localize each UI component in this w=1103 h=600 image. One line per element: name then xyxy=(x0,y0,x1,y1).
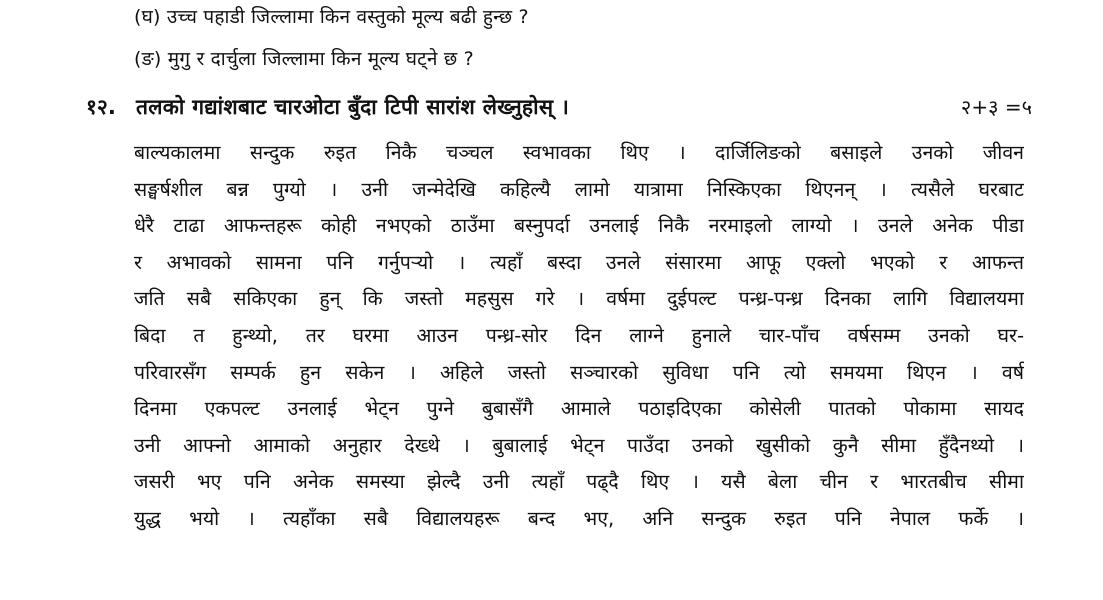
passage-line: उनी आफ्नो आमाको अनुहार देख्थे । बुबालाई भेट्न पाउँदा उनको खुसीको कुनै सीमा हुँदैनथ्यो । xyxy=(134,433,1024,457)
passage-line: सङ्घर्षशील बन्न पुग्यो । उनी जन्मेदेखि कहिल्यै लामो यात्रामा निस्किएका थिएनन् । त्यसैले घरबाट xyxy=(134,177,1024,201)
sub-question-nga: (ङ) मुगु र दार्चुला जिल्लामा किन मूल्य घट्ने छ ? xyxy=(134,48,474,70)
passage-line: दिनमा एकपल्ट उनलाई भेट्न पुग्ने बुबासँगै आमाले पठाइदिएका कोसेली पातको पोकामा सायद xyxy=(134,397,1024,421)
passage-line: युद्ध भयो । त्यहाँका सबै विद्यालयहरू बन्द भए, अनि सन्दुक रुइत पनि नेपाल फर्के । xyxy=(134,506,1024,530)
question-title: तलको गद्यांशबाट चारओटा बुँदा टिपी सारांश लेख्नुहोस् । xyxy=(136,95,570,119)
passage-line: बाल्यकालमा सन्दुक रुइत निकै चञ्चल स्वभावका थिए । दार्जिलिङको बसाइले उनको जीवन xyxy=(134,141,1024,164)
passage-line: जसरी भए पनि अनेक समस्या झेल्दै उनी त्यहाँ पढ्दै थिए । यसै बेला चीन र भारतबीच सीमा xyxy=(134,470,1024,494)
passage-line: जति सबै सकिएका हुन् कि जस्तो महसुस गरे । वर्षमा दुईपल्ट पन्ध्र-पन्ध्र दिनका लागि विद्यालयमा xyxy=(134,287,1024,311)
passage xyxy=(134,135,1024,538)
passage-line: परिवारसँग सम्पर्क हुन सकेन । अहिले जस्तो सञ्चारको सुविधा पनि त्यो समयमा थिएन । वर्ष xyxy=(134,360,1024,384)
question-marks: २+३ =५ xyxy=(960,95,1032,119)
passage-line: र अभावको सामना पनि गर्नुपर्‍यो । त्यहाँ बस्दा उनले संसारमा आफू एक्लो भएको र आफन्त xyxy=(134,250,1024,274)
passage-line: धेरै टाढा आफन्तहरू कोही नभएको ठाउँमा बस्नुपर्दा उनलाई निकै नरमाइलो लाग्यो । उनले अनेक पीडा xyxy=(134,214,1024,238)
question-12-heading xyxy=(86,90,1032,124)
passage-line: बिदा त हुन्थ्यो, तर घरमा आउन पन्ध्र-सोर दिन लाग्ने हुनाले चार-पाँच वर्षसम्म उनको घर- xyxy=(134,323,1024,347)
question-number: १२. xyxy=(86,95,116,119)
sub-question-gha: (घ) उच्च पहाडी जिल्लामा किन वस्तुको मूल्य बढी हुन्छ ? xyxy=(134,6,529,28)
